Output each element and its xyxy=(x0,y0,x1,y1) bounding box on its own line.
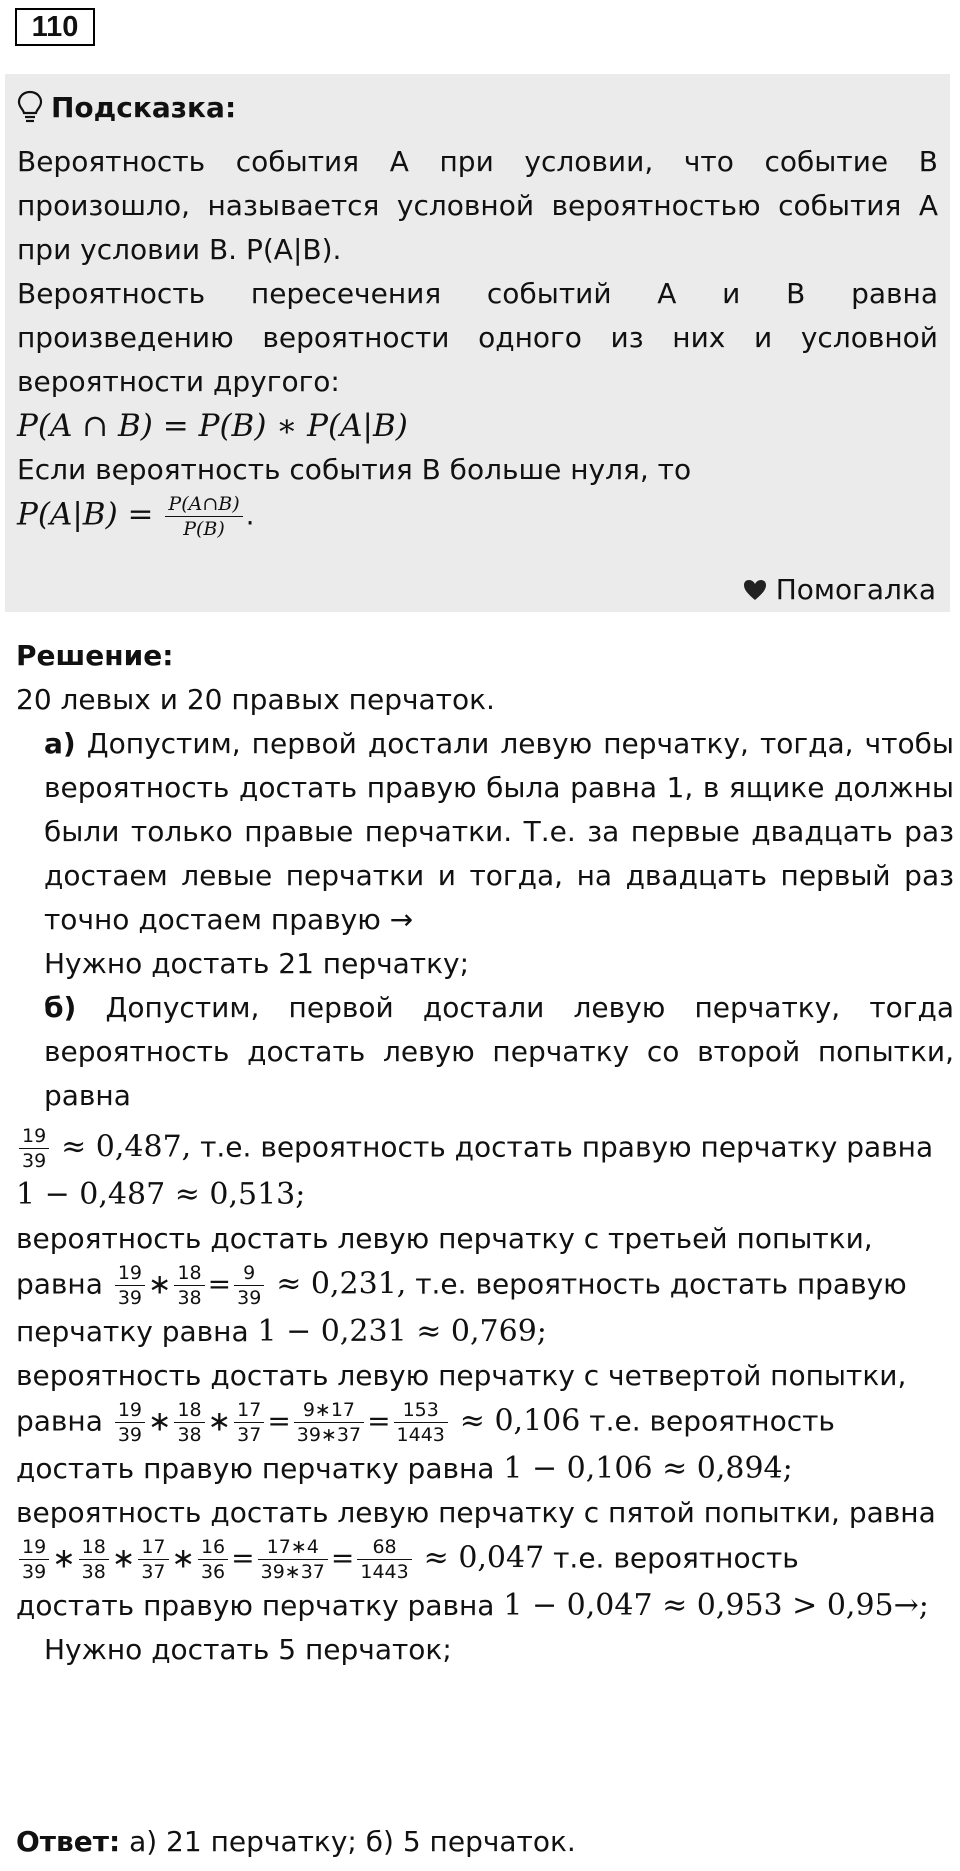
step2-text: т.е. вероятность достать правую перчатку равна xyxy=(200,1130,934,1164)
formula2-fraction xyxy=(165,492,242,541)
step5-intro: вероятность достать левую перчатку с пятой попытки, равна xyxy=(16,1496,936,1529)
step4-formula: равна $\frac{19}{39}$ ∗ $\frac{18}{38}$ ∗ $\frac{17}{37}$ = $\frac{9∗17}{39∗37}$ = $\frac{153}{1443}$ ≈ 0,106 т.е. вероятность xyxy=(16,1399,835,1446)
step2-line xyxy=(16,1124,954,1173)
solution-intro: 20 левых и 20 правых перчаток. xyxy=(16,683,495,716)
step2-approx: ≈ 0,487, xyxy=(61,1129,192,1165)
part-b xyxy=(16,986,954,1118)
fraction-19-39: $\frac{19}{39}$ xyxy=(19,1124,49,1173)
part-a xyxy=(16,722,954,942)
hint-formula-intersection: P(A ∩ B) = P(B) ∗ P(A|B) xyxy=(17,408,408,444)
solution xyxy=(16,634,954,1672)
solution-title: Решение: xyxy=(16,639,174,672)
part-b-label: б) xyxy=(44,991,77,1024)
answer-label: Ответ: xyxy=(16,1825,121,1858)
formula2-period: . xyxy=(245,498,255,532)
step4-intro: вероятность достать левую перчатку с четвертой попытки, xyxy=(16,1359,907,1392)
hint-paragraph-1: Вероятность события А при условии, что событие В произошло, называется условной вероятностью события А при условии В. P(A|B). xyxy=(17,145,938,266)
formula2-lhs: P(A|B) = xyxy=(17,496,154,533)
hint-formula-conditional xyxy=(17,492,938,548)
pomogalka-footer xyxy=(742,573,936,606)
fraction-denominator: P(B) xyxy=(183,518,225,540)
heart-icon xyxy=(742,578,768,602)
step2-complement: 1 − 0,487 ≈ 0,513; xyxy=(16,1177,306,1212)
hint-title: Подсказка: xyxy=(51,90,237,124)
step4-complement: достать правую перчатку равна 1 − 0,106 ≈ 0,894; xyxy=(16,1451,793,1486)
fraction-numerator: P(A∩B) xyxy=(165,492,242,517)
hint-header xyxy=(17,84,938,130)
part-b-text: Допустим, первой достали левую перчатку, тогда вероятность достать левую перчатку со второй попытки, равна xyxy=(44,991,954,1112)
step5-formula: $\frac{19}{39}$ ∗ $\frac{18}{38}$ ∗ $\frac{17}{37}$ ∗ $\frac{16}{36}$ = $\frac{17∗4}{39∗37}$ = $\frac{68}{1443}$ ≈ 0,047 т.е. вероятность xyxy=(16,1535,954,1584)
step3-formula: равна $\frac{19}{39}$ ∗ $\frac{18}{38}$ = $\frac{9}{39}$ ≈ 0,231, т.е. вероятность достать правую xyxy=(16,1262,907,1309)
part-a-text: Допустим, первой достали левую перчатку, тогда, чтобы вероятность достать правую была равна 1, в ящике должны были только правые перчатки. Т.е. за первые двадцать раз достаем левые перчатки и тогда, на двадцать первый раз точно достаем правую → xyxy=(44,727,954,936)
lightbulb-icon xyxy=(17,90,43,124)
part-b-result: Нужно достать 5 перчаток; xyxy=(44,1633,452,1666)
step3-intro: вероятность достать левую перчатку с третьей попытки, xyxy=(16,1222,873,1255)
hint-paragraph-2: Вероятность пересечения событий А и В равна произведению вероятности одного из них и условной вероятности другого: xyxy=(17,277,938,398)
part-a-label: а) xyxy=(44,727,76,760)
step3-complement: перчатку равна 1 − 0,231 ≈ 0,769; xyxy=(16,1314,547,1349)
answer xyxy=(16,1825,576,1858)
hint-box xyxy=(5,74,950,612)
step5-complement: достать правую перчатку равна 1 − 0,047 ≈ 0,953 > 0,95→; xyxy=(16,1588,929,1623)
hint-paragraph-3: Если вероятность события В больше нуля, то xyxy=(17,453,692,486)
part-a-result: Нужно достать 21 перчатку; xyxy=(44,947,470,980)
task-number: 110 xyxy=(15,8,95,46)
step3-equals-label: равна xyxy=(16,1267,103,1301)
pomogalka-label: Помогалка xyxy=(775,573,936,606)
answer-text: а) 21 перчатку; б) 5 перчаток. xyxy=(129,1825,576,1858)
